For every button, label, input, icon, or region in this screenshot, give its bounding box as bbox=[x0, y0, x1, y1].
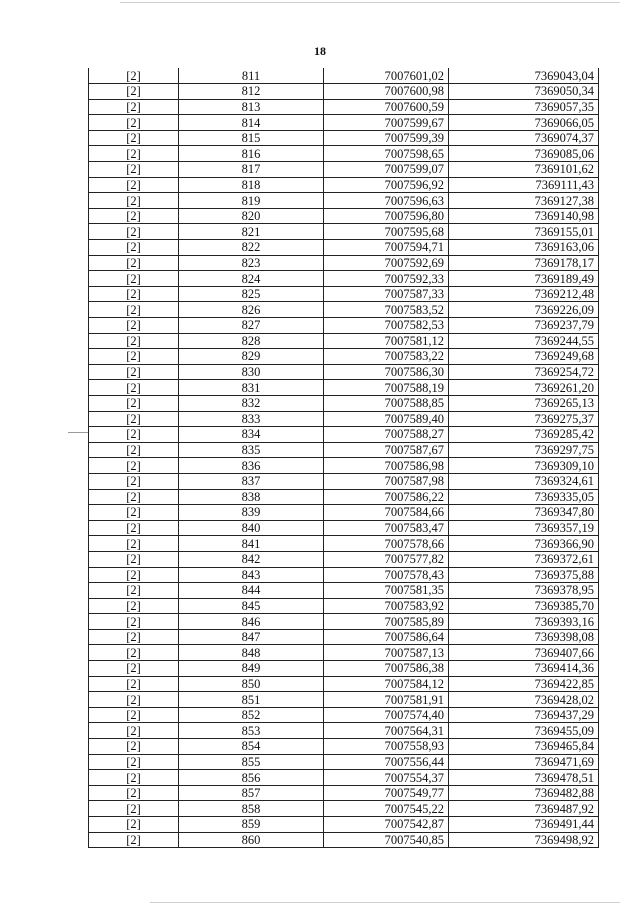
y-coordinate-cell: 7369471,69 bbox=[449, 754, 599, 770]
x-coordinate-cell: 7007586,38 bbox=[324, 661, 449, 677]
y-coordinate-cell: 7369254,72 bbox=[449, 364, 599, 380]
table-row bbox=[89, 583, 599, 599]
x-coordinate-cell: 7007584,66 bbox=[324, 505, 449, 521]
table-row bbox=[89, 489, 599, 505]
point-number-cell: 821 bbox=[179, 224, 324, 240]
point-number-cell: 859 bbox=[179, 817, 324, 833]
source-ref-cell: [2] bbox=[89, 302, 179, 318]
table-row bbox=[89, 505, 599, 521]
table-row bbox=[89, 224, 599, 240]
y-coordinate-cell: 7369101,62 bbox=[449, 162, 599, 178]
y-coordinate-cell: 7369366,90 bbox=[449, 536, 599, 552]
point-number-cell: 814 bbox=[179, 115, 324, 131]
x-coordinate-cell: 7007564,31 bbox=[324, 723, 449, 739]
point-number-cell: 819 bbox=[179, 193, 324, 209]
table-row bbox=[89, 193, 599, 209]
point-number-cell: 860 bbox=[179, 832, 324, 848]
table-row bbox=[89, 473, 599, 489]
source-ref-cell: [2] bbox=[89, 68, 179, 84]
point-number-cell: 847 bbox=[179, 629, 324, 645]
point-number-cell: 841 bbox=[179, 536, 324, 552]
point-number-cell: 834 bbox=[179, 427, 324, 443]
source-ref-cell: [2] bbox=[89, 286, 179, 302]
point-number-cell: 849 bbox=[179, 661, 324, 677]
table-row bbox=[89, 162, 599, 178]
source-ref-cell: [2] bbox=[89, 130, 179, 146]
y-coordinate-cell: 7369335,05 bbox=[449, 489, 599, 505]
table-row bbox=[89, 68, 599, 84]
point-number-cell: 817 bbox=[179, 162, 324, 178]
table-row bbox=[89, 567, 599, 583]
table-row bbox=[89, 84, 599, 100]
x-coordinate-cell: 7007600,98 bbox=[324, 84, 449, 100]
x-coordinate-cell: 7007549,77 bbox=[324, 785, 449, 801]
x-coordinate-cell: 7007581,35 bbox=[324, 583, 449, 599]
point-number-cell: 858 bbox=[179, 801, 324, 817]
table-row bbox=[89, 349, 599, 365]
y-coordinate-cell: 7369498,92 bbox=[449, 832, 599, 848]
y-coordinate-cell: 7369437,29 bbox=[449, 707, 599, 723]
coordinates-table-body bbox=[89, 68, 599, 848]
y-coordinate-cell: 7369285,42 bbox=[449, 427, 599, 443]
x-coordinate-cell: 7007596,63 bbox=[324, 193, 449, 209]
table-row bbox=[89, 551, 599, 567]
x-coordinate-cell: 7007582,53 bbox=[324, 318, 449, 334]
point-number-cell: 822 bbox=[179, 240, 324, 256]
x-coordinate-cell: 7007583,92 bbox=[324, 598, 449, 614]
point-number-cell: 845 bbox=[179, 598, 324, 614]
source-ref-cell: [2] bbox=[89, 442, 179, 458]
source-ref-cell: [2] bbox=[89, 785, 179, 801]
point-number-cell: 811 bbox=[179, 68, 324, 84]
table-row bbox=[89, 146, 599, 162]
x-coordinate-cell: 7007599,39 bbox=[324, 130, 449, 146]
source-ref-cell: [2] bbox=[89, 177, 179, 193]
table-row bbox=[89, 661, 599, 677]
table-row bbox=[89, 411, 599, 427]
y-coordinate-cell: 7369465,84 bbox=[449, 739, 599, 755]
table-row bbox=[89, 832, 599, 848]
x-coordinate-cell: 7007601,02 bbox=[324, 68, 449, 84]
table-row bbox=[89, 629, 599, 645]
point-number-cell: 851 bbox=[179, 692, 324, 708]
x-coordinate-cell: 7007588,27 bbox=[324, 427, 449, 443]
table-row bbox=[89, 380, 599, 396]
x-coordinate-cell: 7007587,98 bbox=[324, 473, 449, 489]
margin-mark bbox=[68, 432, 88, 433]
table-row bbox=[89, 598, 599, 614]
x-coordinate-cell: 7007585,89 bbox=[324, 614, 449, 630]
source-ref-cell: [2] bbox=[89, 770, 179, 786]
x-coordinate-cell: 7007586,30 bbox=[324, 364, 449, 380]
table-row bbox=[89, 520, 599, 536]
source-ref-cell: [2] bbox=[89, 817, 179, 833]
source-ref-cell: [2] bbox=[89, 692, 179, 708]
y-coordinate-cell: 7369491,44 bbox=[449, 817, 599, 833]
x-coordinate-cell: 7007587,67 bbox=[324, 442, 449, 458]
y-coordinate-cell: 7369155,01 bbox=[449, 224, 599, 240]
x-coordinate-cell: 7007586,64 bbox=[324, 629, 449, 645]
y-coordinate-cell: 7369297,75 bbox=[449, 442, 599, 458]
x-coordinate-cell: 7007594,71 bbox=[324, 240, 449, 256]
y-coordinate-cell: 7369398,08 bbox=[449, 629, 599, 645]
point-number-cell: 826 bbox=[179, 302, 324, 318]
y-coordinate-cell: 7369249,68 bbox=[449, 349, 599, 365]
x-coordinate-cell: 7007554,37 bbox=[324, 770, 449, 786]
table-row bbox=[89, 130, 599, 146]
point-number-cell: 856 bbox=[179, 770, 324, 786]
y-coordinate-cell: 7369261,20 bbox=[449, 380, 599, 396]
x-coordinate-cell: 7007542,87 bbox=[324, 817, 449, 833]
source-ref-cell: [2] bbox=[89, 551, 179, 567]
x-coordinate-cell: 7007599,07 bbox=[324, 162, 449, 178]
table-row bbox=[89, 817, 599, 833]
y-coordinate-cell: 7369487,92 bbox=[449, 801, 599, 817]
table-row bbox=[89, 255, 599, 271]
x-coordinate-cell: 7007587,33 bbox=[324, 286, 449, 302]
y-coordinate-cell: 7369178,17 bbox=[449, 255, 599, 271]
source-ref-cell: [2] bbox=[89, 583, 179, 599]
source-ref-cell: [2] bbox=[89, 146, 179, 162]
table-row bbox=[89, 302, 599, 318]
point-number-cell: 830 bbox=[179, 364, 324, 380]
y-coordinate-cell: 7369455,09 bbox=[449, 723, 599, 739]
scan-top-edge bbox=[120, 2, 620, 3]
source-ref-cell: [2] bbox=[89, 162, 179, 178]
table-row bbox=[89, 458, 599, 474]
y-coordinate-cell: 7369357,19 bbox=[449, 520, 599, 536]
y-coordinate-cell: 7369163,06 bbox=[449, 240, 599, 256]
x-coordinate-cell: 7007587,13 bbox=[324, 645, 449, 661]
table-row bbox=[89, 442, 599, 458]
x-coordinate-cell: 7007586,98 bbox=[324, 458, 449, 474]
y-coordinate-cell: 7369414,36 bbox=[449, 661, 599, 677]
x-coordinate-cell: 7007588,85 bbox=[324, 395, 449, 411]
source-ref-cell: [2] bbox=[89, 489, 179, 505]
coordinates-table bbox=[88, 68, 599, 848]
scan-bottom-edge bbox=[150, 902, 620, 903]
x-coordinate-cell: 7007586,22 bbox=[324, 489, 449, 505]
source-ref-cell: [2] bbox=[89, 536, 179, 552]
point-number-cell: 827 bbox=[179, 318, 324, 334]
source-ref-cell: [2] bbox=[89, 645, 179, 661]
x-coordinate-cell: 7007592,69 bbox=[324, 255, 449, 271]
source-ref-cell: [2] bbox=[89, 380, 179, 396]
source-ref-cell: [2] bbox=[89, 754, 179, 770]
point-number-cell: 844 bbox=[179, 583, 324, 599]
table-row bbox=[89, 723, 599, 739]
y-coordinate-cell: 7369085,06 bbox=[449, 146, 599, 162]
table-row bbox=[89, 614, 599, 630]
y-coordinate-cell: 7369237,79 bbox=[449, 318, 599, 334]
table-row bbox=[89, 240, 599, 256]
point-number-cell: 823 bbox=[179, 255, 324, 271]
x-coordinate-cell: 7007556,44 bbox=[324, 754, 449, 770]
point-number-cell: 812 bbox=[179, 84, 324, 100]
x-coordinate-cell: 7007596,92 bbox=[324, 177, 449, 193]
point-number-cell: 816 bbox=[179, 146, 324, 162]
source-ref-cell: [2] bbox=[89, 224, 179, 240]
point-number-cell: 831 bbox=[179, 380, 324, 396]
table-row bbox=[89, 754, 599, 770]
source-ref-cell: [2] bbox=[89, 598, 179, 614]
y-coordinate-cell: 7369127,38 bbox=[449, 193, 599, 209]
point-number-cell: 846 bbox=[179, 614, 324, 630]
table-row bbox=[89, 692, 599, 708]
point-number-cell: 824 bbox=[179, 271, 324, 287]
point-number-cell: 828 bbox=[179, 333, 324, 349]
y-coordinate-cell: 7369074,37 bbox=[449, 130, 599, 146]
point-number-cell: 848 bbox=[179, 645, 324, 661]
x-coordinate-cell: 7007592,33 bbox=[324, 271, 449, 287]
x-coordinate-cell: 7007595,68 bbox=[324, 224, 449, 240]
table-row bbox=[89, 739, 599, 755]
source-ref-cell: [2] bbox=[89, 240, 179, 256]
source-ref-cell: [2] bbox=[89, 473, 179, 489]
point-number-cell: 854 bbox=[179, 739, 324, 755]
x-coordinate-cell: 7007545,22 bbox=[324, 801, 449, 817]
y-coordinate-cell: 7369478,51 bbox=[449, 770, 599, 786]
source-ref-cell: [2] bbox=[89, 661, 179, 677]
source-ref-cell: [2] bbox=[89, 614, 179, 630]
point-number-cell: 840 bbox=[179, 520, 324, 536]
source-ref-cell: [2] bbox=[89, 505, 179, 521]
x-coordinate-cell: 7007600,59 bbox=[324, 99, 449, 115]
point-number-cell: 835 bbox=[179, 442, 324, 458]
point-number-cell: 836 bbox=[179, 458, 324, 474]
source-ref-cell: [2] bbox=[89, 832, 179, 848]
y-coordinate-cell: 7369324,61 bbox=[449, 473, 599, 489]
table-row bbox=[89, 208, 599, 224]
y-coordinate-cell: 7369428,02 bbox=[449, 692, 599, 708]
x-coordinate-cell: 7007589,40 bbox=[324, 411, 449, 427]
y-coordinate-cell: 7369422,85 bbox=[449, 676, 599, 692]
page-number: 18 bbox=[314, 44, 326, 58]
table-row bbox=[89, 770, 599, 786]
y-coordinate-cell: 7369347,80 bbox=[449, 505, 599, 521]
x-coordinate-cell: 7007598,65 bbox=[324, 146, 449, 162]
y-coordinate-cell: 7369385,70 bbox=[449, 598, 599, 614]
x-coordinate-cell: 7007584,12 bbox=[324, 676, 449, 692]
point-number-cell: 855 bbox=[179, 754, 324, 770]
x-coordinate-cell: 7007578,43 bbox=[324, 567, 449, 583]
x-coordinate-cell: 7007540,85 bbox=[324, 832, 449, 848]
y-coordinate-cell: 7369372,61 bbox=[449, 551, 599, 567]
y-coordinate-cell: 7369189,49 bbox=[449, 271, 599, 287]
point-number-cell: 842 bbox=[179, 551, 324, 567]
table-row bbox=[89, 676, 599, 692]
y-coordinate-cell: 7369140,98 bbox=[449, 208, 599, 224]
source-ref-cell: [2] bbox=[89, 676, 179, 692]
y-coordinate-cell: 7369057,35 bbox=[449, 99, 599, 115]
point-number-cell: 853 bbox=[179, 723, 324, 739]
source-ref-cell: [2] bbox=[89, 427, 179, 443]
source-ref-cell: [2] bbox=[89, 739, 179, 755]
x-coordinate-cell: 7007581,91 bbox=[324, 692, 449, 708]
x-coordinate-cell: 7007599,67 bbox=[324, 115, 449, 131]
table-row bbox=[89, 364, 599, 380]
x-coordinate-cell: 7007581,12 bbox=[324, 333, 449, 349]
x-coordinate-cell: 7007583,47 bbox=[324, 520, 449, 536]
source-ref-cell: [2] bbox=[89, 84, 179, 100]
table-row bbox=[89, 318, 599, 334]
x-coordinate-cell: 7007596,80 bbox=[324, 208, 449, 224]
table-row bbox=[89, 645, 599, 661]
table-row bbox=[89, 801, 599, 817]
y-coordinate-cell: 7369375,88 bbox=[449, 567, 599, 583]
y-coordinate-cell: 7369407,66 bbox=[449, 645, 599, 661]
table-row bbox=[89, 99, 599, 115]
point-number-cell: 813 bbox=[179, 99, 324, 115]
point-number-cell: 839 bbox=[179, 505, 324, 521]
table-row bbox=[89, 333, 599, 349]
source-ref-cell: [2] bbox=[89, 411, 179, 427]
source-ref-cell: [2] bbox=[89, 208, 179, 224]
source-ref-cell: [2] bbox=[89, 567, 179, 583]
point-number-cell: 850 bbox=[179, 676, 324, 692]
source-ref-cell: [2] bbox=[89, 707, 179, 723]
x-coordinate-cell: 7007574,40 bbox=[324, 707, 449, 723]
source-ref-cell: [2] bbox=[89, 349, 179, 365]
point-number-cell: 838 bbox=[179, 489, 324, 505]
source-ref-cell: [2] bbox=[89, 115, 179, 131]
y-coordinate-cell: 7369482,88 bbox=[449, 785, 599, 801]
point-number-cell: 825 bbox=[179, 286, 324, 302]
y-coordinate-cell: 7369043,04 bbox=[449, 68, 599, 84]
x-coordinate-cell: 7007558,93 bbox=[324, 739, 449, 755]
x-coordinate-cell: 7007578,66 bbox=[324, 536, 449, 552]
y-coordinate-cell: 7369050,34 bbox=[449, 84, 599, 100]
y-coordinate-cell: 7369393,16 bbox=[449, 614, 599, 630]
table-row bbox=[89, 785, 599, 801]
y-coordinate-cell: 7369226,09 bbox=[449, 302, 599, 318]
point-number-cell: 820 bbox=[179, 208, 324, 224]
y-coordinate-cell: 7369212,48 bbox=[449, 286, 599, 302]
table-row bbox=[89, 271, 599, 287]
y-coordinate-cell: 7369378,95 bbox=[449, 583, 599, 599]
point-number-cell: 837 bbox=[179, 473, 324, 489]
y-coordinate-cell: 7369275,37 bbox=[449, 411, 599, 427]
source-ref-cell: [2] bbox=[89, 193, 179, 209]
table-row bbox=[89, 115, 599, 131]
point-number-cell: 818 bbox=[179, 177, 324, 193]
x-coordinate-cell: 7007583,52 bbox=[324, 302, 449, 318]
point-number-cell: 832 bbox=[179, 395, 324, 411]
x-coordinate-cell: 7007588,19 bbox=[324, 380, 449, 396]
y-coordinate-cell: 7369265,13 bbox=[449, 395, 599, 411]
y-coordinate-cell: 7369309,10 bbox=[449, 458, 599, 474]
source-ref-cell: [2] bbox=[89, 801, 179, 817]
point-number-cell: 843 bbox=[179, 567, 324, 583]
source-ref-cell: [2] bbox=[89, 723, 179, 739]
source-ref-cell: [2] bbox=[89, 520, 179, 536]
point-number-cell: 852 bbox=[179, 707, 324, 723]
y-coordinate-cell: 7369244,55 bbox=[449, 333, 599, 349]
table-row bbox=[89, 395, 599, 411]
x-coordinate-cell: 7007583,22 bbox=[324, 349, 449, 365]
x-coordinate-cell: 7007577,82 bbox=[324, 551, 449, 567]
source-ref-cell: [2] bbox=[89, 333, 179, 349]
point-number-cell: 815 bbox=[179, 130, 324, 146]
source-ref-cell: [2] bbox=[89, 395, 179, 411]
source-ref-cell: [2] bbox=[89, 629, 179, 645]
table-row bbox=[89, 536, 599, 552]
table-row bbox=[89, 707, 599, 723]
y-coordinate-cell: 7369066,05 bbox=[449, 115, 599, 131]
point-number-cell: 857 bbox=[179, 785, 324, 801]
source-ref-cell: [2] bbox=[89, 458, 179, 474]
source-ref-cell: [2] bbox=[89, 318, 179, 334]
source-ref-cell: [2] bbox=[89, 255, 179, 271]
table-row bbox=[89, 177, 599, 193]
source-ref-cell: [2] bbox=[89, 271, 179, 287]
table-row bbox=[89, 427, 599, 443]
point-number-cell: 829 bbox=[179, 349, 324, 365]
table-row bbox=[89, 286, 599, 302]
point-number-cell: 833 bbox=[179, 411, 324, 427]
source-ref-cell: [2] bbox=[89, 364, 179, 380]
source-ref-cell: [2] bbox=[89, 99, 179, 115]
y-coordinate-cell: 7369111,43 bbox=[449, 177, 599, 193]
